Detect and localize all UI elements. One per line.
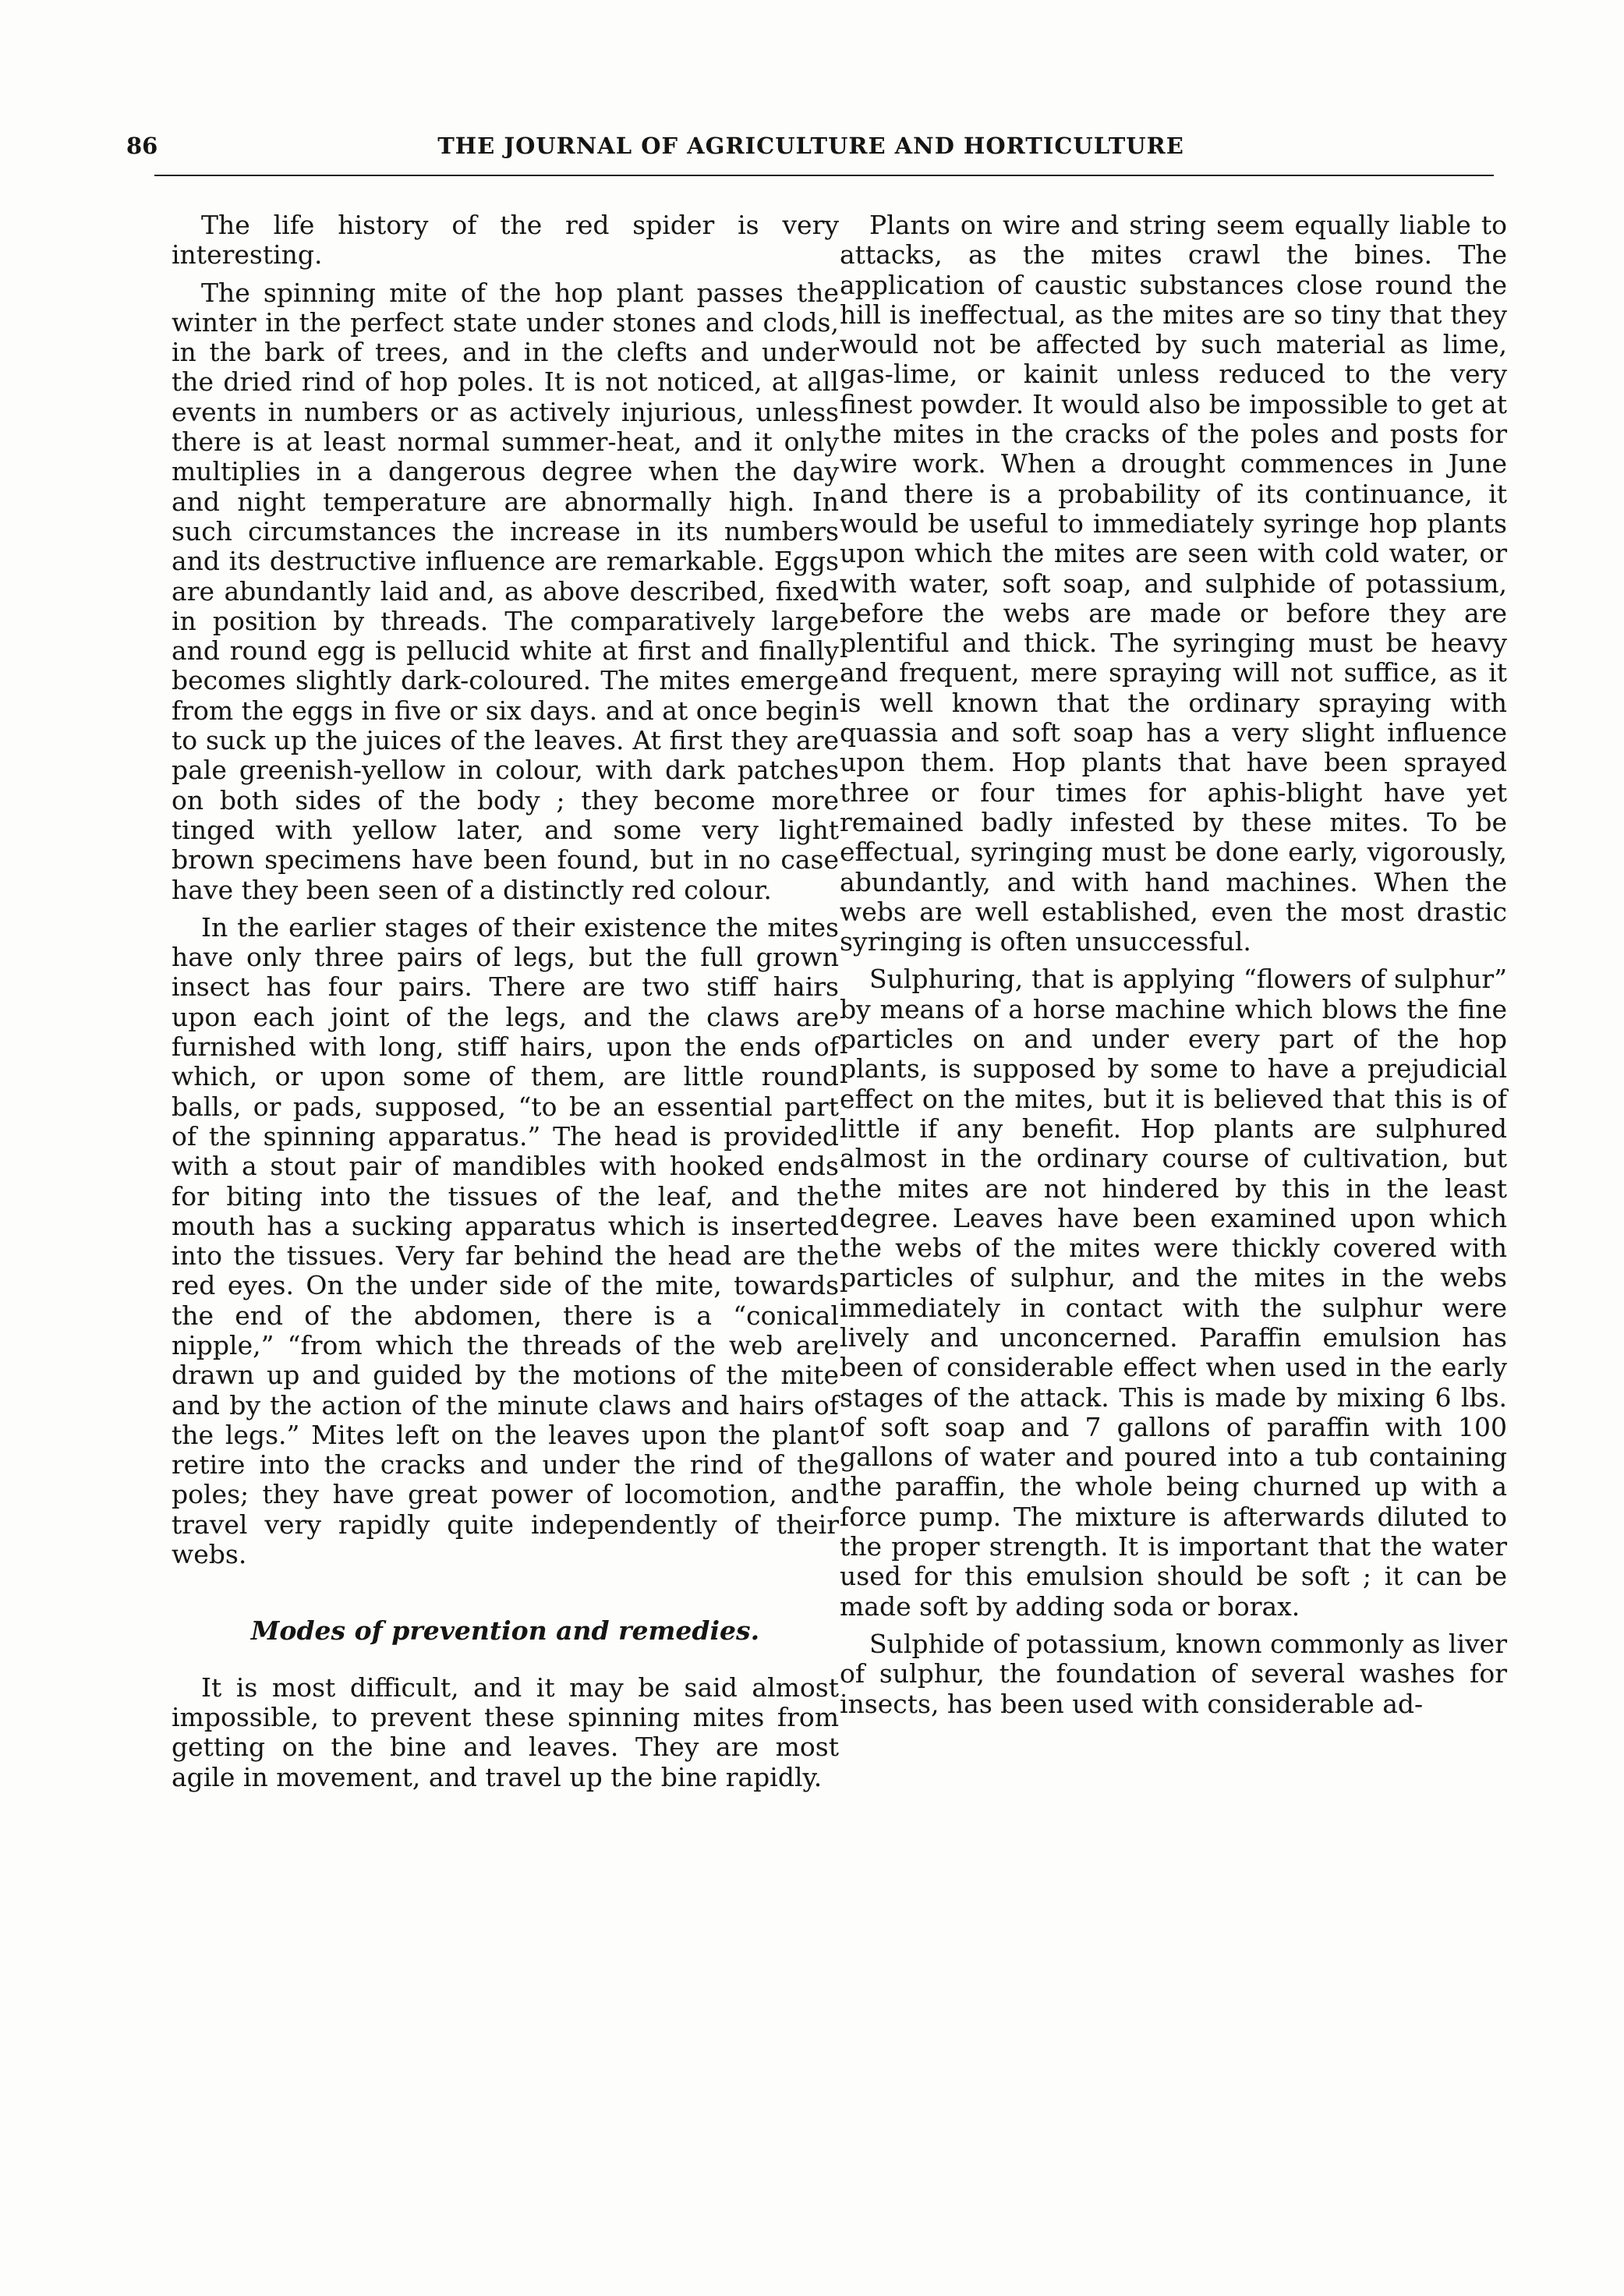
paragraph: Plants on wire and string seem equally liable to attacks, as the mites crawl the bines. The application of caustic substances close round the hill is ineffectual, as the mites are so tiny that they would not be affected by such material as lime, gas-lime, or kainit unless reduced to the very finest powder. It would also be impossible to get at the mites in the cracks of the poles and posts for wire work. When a drought commences in June and there is a probability of its continuance, it would be useful to immediately syringe hop plants upon which the mites are seen with cold water, or with water, soft soap, and sulphide of potassium, before the webs are made or before they are plentiful and thick. The syringing must be heavy and frequent, mere spraying will not suffice, as it is well known that the ordinary spraying with quassia and soft soap has a very slight influence upon them. Hop plants that have been sprayed three or four times for aphis-blight have yet remained badly infested by these mites. To be effectual, syringing must be done early, vigorously, abundantly, and with hand machines. When the webs are well established, even the most drastic syringing is often unsuccessful. (840, 210, 1507, 957)
right-column (840, 210, 1507, 1727)
paragraph: Sulphide of potassium, known commonly as liver of sulphur, the foundation of several washes for insects, has been used with considerable ad- (840, 1628, 1507, 1719)
paragraph: Sulphuring, that is applying “flowers of sulphur” by means of a horse machine which blows the fine particles on and under every part of the hop plants, is supposed by some to have a prejudicial effect on the mites, but it is believed that this is of little if any benefit. Hop plants are sulphured almost in the ordinary course of cultivation, but the mites are not hindered by this in the least degree. Leaves have been examined upon which the webs of the mites were thickly covered with particles of sulphur, and the mites in the webs immediately in contact with the sulphur were lively and unconcerned. Paraffin emulsion has been of considerable effect when used in the early stages of the attack. This is made by mixing 6 lbs. of soft soap and 7 gallons of paraffin with 100 gallons of water and poured into a tub containing the paraffin, the whole being churned up with a force pump. The mixture is afterwards diluted to the proper strength. It is important that the water used for this emulsion should be soft ; it can be made soft by adding soda or borax. (840, 964, 1507, 1622)
paragraph: In the earlier stages of their existence the mites have only three pairs of legs, but the full grown insect has four pairs. There are two stiff hairs upon each joint of the legs, and the claws are furnished with long, stiff hairs, upon the ends of which, or upon some of them, are little round balls, or pads, supposed, “to be an essential part of the spinning apparatus.” The head is provided with a stout pair of mandibles with hooked ends for biting into the tissues of the leaf, and the mouth has a sucking apparatus which is inserted into the tissues. Very far behind the head are the red eyes. On the under side of the mite, towards the end of the abdomen, there is a “conical nipple,” “from which the threads of the web are drawn up and guided by the motions of the mite and by the action of the minute claws and hairs of the legs.” Mites left on the leaves upon the plant retire into the cracks and under the rind of the poles; they have great power of locomotion, and travel very rapidly quite independently of their webs. (172, 911, 839, 1570)
paragraph: It is most difficult, and it may be said almost impossible, to prevent these spinning mites from getting on the bine and leaves. They are most agile in movement, and travel up the bine rapidly. (172, 1672, 839, 1792)
header-rule (154, 175, 1494, 176)
running-head: THE JOURNAL OF AGRICULTURE AND HORTICULTURE (437, 133, 1184, 159)
paragraph: The life history of the red spider is very interesting. (172, 210, 839, 271)
left-column (172, 210, 839, 1800)
section-heading: Modes of prevention and remedies. (250, 1615, 760, 1647)
page-number: 86 (126, 133, 158, 159)
paragraph: The spinning mite of the hop plant passes the winter in the perfect state under stones and clods, in the bark of trees, and in the clefts and under the dried rind of hop poles. It is not noticed, at all events in numbers or as actively injurious, unless there is at least normal summer-heat, and it only multiplies in a dangerous degree when the day and night temperature are abnormally high. In such circumstances the increase in its numbers and its destructive influence are remarkable. Eggs are abundantly laid and, as above described, fixed in position by threads. The comparatively large and round egg is pellucid white at first and finally becomes slightly dark-coloured. The mites emerge from the eggs in five or six days. and at once begin to suck up the juices of the leaves. At first they are pale greenish-yellow in colour, with dark patches on both sides of the body ; they become more tinged with yellow later, and some very light brown specimens have been found, but in no case have they been seen of a distinctly red colour. (172, 277, 839, 905)
